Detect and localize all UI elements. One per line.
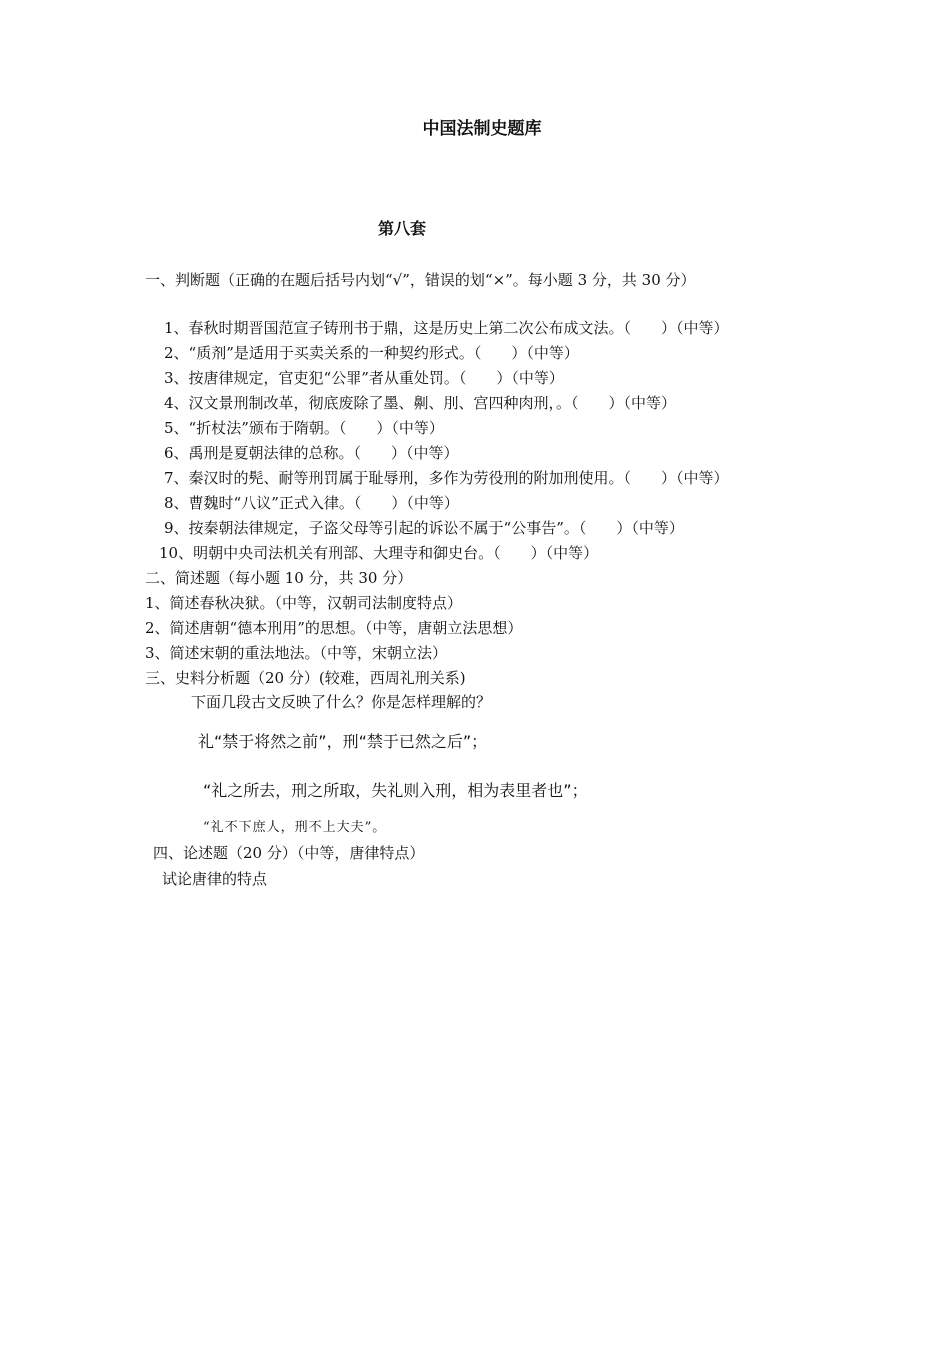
set-label: 第八套 — [378, 219, 427, 238]
short-answer-question: 1、简述春秋决狱。（中等，汉朝司法制度特点） — [145, 594, 463, 612]
true-false-question: 2、“质剂”是适用于买卖关系的一种契约形式。（ ）（中等） — [164, 344, 579, 362]
classical-quote: “礼之所去，刑之所取，失礼则入刑，相为表里者也”； — [203, 781, 588, 800]
true-false-question: 3、按唐律规定，官吏犯“公罪”者从重处罚。（ ）（中等） — [164, 369, 564, 387]
section3-heading: 三、史料分析题（20 分）(较难，西周礼刑关系) — [145, 669, 466, 687]
classical-quote: “礼不下庶人，刑不上大夫”。 — [203, 820, 387, 835]
section2-heading: 二、简述题（每小题 10 分，共 30 分） — [145, 569, 413, 587]
true-false-question: 5、“折杖法”颁布于隋朝。（ ）（中等） — [164, 419, 444, 437]
essay-task: 试论唐律的特点 — [162, 870, 268, 888]
classical-quote: 礼“禁于将然之前”，刑“禁于已然之后”； — [198, 732, 488, 751]
section1-heading: 一、判断题（正确的在题后括号内划“√”，错误的划“×”。每小题 3 分，共 30 分） — [145, 271, 696, 289]
true-false-question: 6、禹刑是夏朝法律的总称。（ ）（中等） — [164, 444, 459, 462]
true-false-question: 9、按秦朝法律规定，子盗父母等引起的诉讼不属于“公事告”。（ ）（中等） — [164, 519, 684, 537]
short-answer-question: 3、简述宋朝的重法地法。（中等，宋朝立法） — [145, 644, 448, 662]
true-false-question: 4、汉文景刑制改革，彻底废除了墨、劓、刖、宫四种肉刑，。（ ）（中等） — [164, 394, 677, 412]
true-false-question: 1、春秋时期晋国范宣子铸刑书于鼎，这是历史上第二次公布成文法。（ ）（中等） — [164, 319, 729, 337]
true-false-question: 8、曹魏时“八议”正式入律。（ ）（中等） — [164, 494, 459, 512]
short-answer-question: 2、简述唐朝“德本刑用”的思想。（中等，唐朝立法思想） — [145, 619, 523, 637]
analysis-prompt: 下面几段古文反映了什么？你是怎样理解的？ — [191, 693, 492, 711]
section4-heading: 四、论述题（20 分）（中等，唐律特点） — [153, 844, 425, 862]
true-false-question: 10、明朝中央司法机关有刑部、大理寺和御史台。（ ）（中等） — [159, 544, 599, 562]
true-false-question: 7、秦汉时的髡、耐等刑罚属于耻辱刑，多作为劳役刑的附加刑使用。（ ）（中等） — [164, 469, 729, 487]
document-title: 中国法制史题库 — [422, 119, 542, 139]
